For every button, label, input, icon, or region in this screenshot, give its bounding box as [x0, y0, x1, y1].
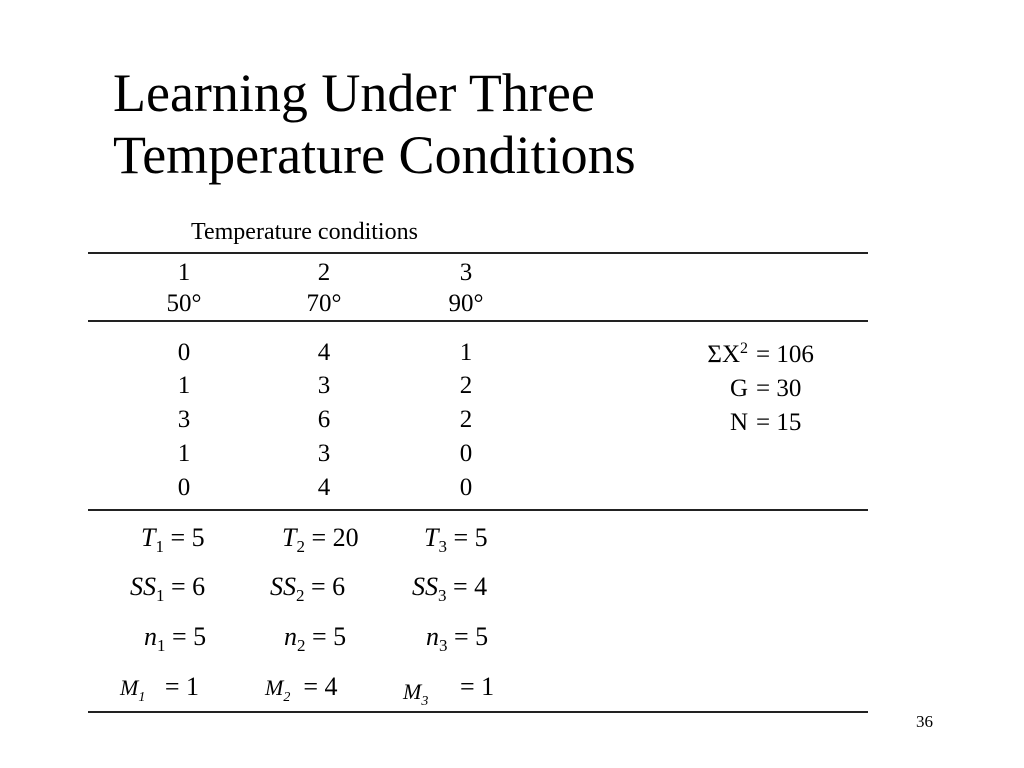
- table-cell: 0: [459, 440, 473, 467]
- table-caption: Temperature conditions: [191, 219, 418, 245]
- page-number: 36: [916, 712, 933, 731]
- table-cell: 4: [317, 474, 331, 501]
- table-cell: 2: [459, 406, 473, 433]
- mean-2: $M_2 = 4$: [265, 672, 338, 705]
- table-cell: 3: [177, 406, 191, 433]
- grand-total-label: G: [729, 375, 748, 402]
- column-2-temp: 70°: [306, 290, 342, 317]
- grand-total-row: [686, 372, 814, 406]
- sum-x-squared-label: ΣX: [707, 341, 740, 368]
- column-3-number: 3: [459, 259, 473, 286]
- table-cell: 1: [177, 372, 191, 399]
- slide-title-line-1: Learning Under Three: [113, 63, 595, 123]
- treatment-total-2: $T_2 = 20$: [282, 523, 359, 556]
- total-n-row: [686, 406, 814, 440]
- sample-size-1: $n_1 = 5$: [144, 622, 207, 655]
- grand-total-value: = 30: [756, 375, 802, 402]
- table-cell: 3: [317, 440, 331, 467]
- slide-title-line-2: Temperature Conditions: [113, 125, 636, 185]
- column-2-number: 2: [317, 259, 331, 286]
- sample-size-3: $n_3 = 5$: [426, 622, 489, 655]
- sum-of-squares-1: $SS_1 = 6$: [130, 572, 206, 605]
- sum-of-squares-3: $SS_3 = 4$: [412, 572, 488, 605]
- sum-x-squared-exponent: 2: [740, 340, 748, 357]
- table-cell: 0: [177, 339, 191, 366]
- table-cell: 4: [317, 339, 331, 366]
- table-cell: 2: [459, 372, 473, 399]
- table-cell: 3: [317, 372, 331, 399]
- column-1-number: 1: [177, 259, 191, 286]
- sample-size-2: $n_2 = 5$: [284, 622, 347, 655]
- column-1-temp: 50°: [166, 290, 202, 317]
- table-cell: 1: [177, 440, 191, 467]
- sum-x-squared-row: [686, 338, 814, 372]
- sum-x-squared-value: = 106: [756, 341, 814, 368]
- mean-3-value: = 1: [460, 672, 495, 701]
- total-n-label: N: [729, 409, 748, 436]
- table-cell: 0: [459, 474, 473, 501]
- treatment-total-1: $T_1 = 5$: [141, 523, 205, 556]
- summary-stats: [686, 338, 814, 440]
- header-rule: [88, 320, 868, 322]
- column-3-temp: 90°: [448, 290, 484, 317]
- mean-3: $M_3$: [403, 679, 429, 709]
- mean-1: $M_1$ = 1: [120, 672, 199, 705]
- sum-of-squares-2: $SS_2 = 6$: [270, 572, 346, 605]
- table-top-rule: [88, 252, 868, 254]
- table-cell: 1: [459, 339, 473, 366]
- data-bottom-rule: [88, 509, 868, 511]
- treatment-total-3: $T_3 = 5$: [424, 523, 488, 556]
- table-cell: 6: [317, 406, 331, 433]
- total-n-value: = 15: [756, 409, 802, 436]
- table-cell: 0: [177, 474, 191, 501]
- table-bottom-rule: [88, 711, 868, 713]
